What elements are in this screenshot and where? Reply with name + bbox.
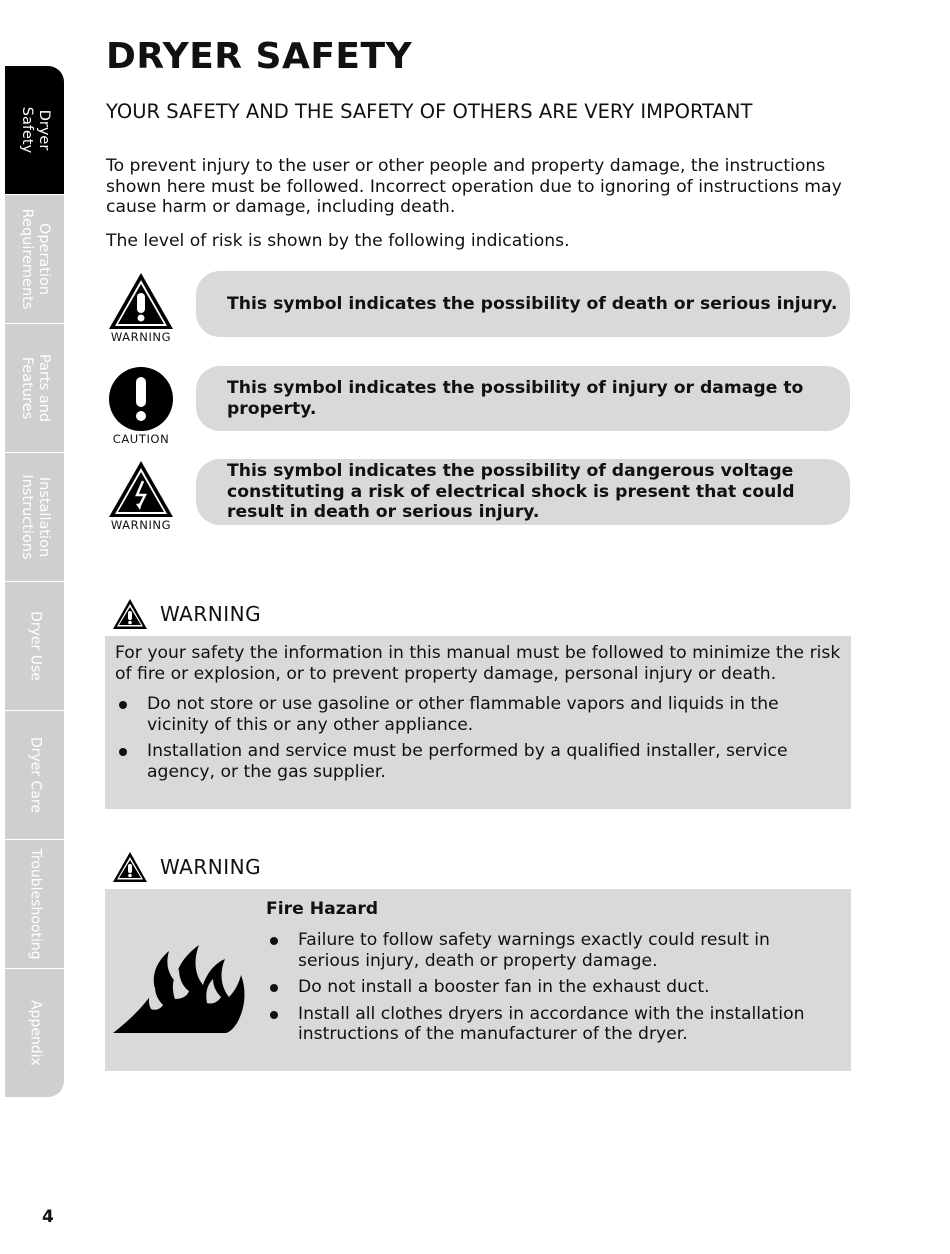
- list-item: Installation and service must be performed by a qualified installer, service agency, or the gas supplier.: [115, 741, 841, 782]
- fire-hazard-title: Fire Hazard: [266, 899, 379, 919]
- tab-troubleshooting[interactable]: [5, 840, 64, 968]
- warning-label: WARNING: [110, 330, 172, 344]
- tab-label: Installation Instructions: [18, 474, 52, 560]
- tab-installation-instructions[interactable]: [5, 453, 64, 581]
- fire-hazard-icon: [111, 939, 247, 1035]
- tab-label: Appendix: [27, 1000, 43, 1066]
- warning-heading: [112, 851, 261, 883]
- warning-triangle-icon: [112, 851, 148, 883]
- list-item: Do not install a booster fan in the exhaust duct.: [266, 977, 836, 998]
- page-title: DRYER SAFETY: [106, 36, 413, 77]
- section-subheading: YOUR SAFETY AND THE SAFETY OF OTHERS ARE VERY IMPORTANT: [106, 100, 753, 123]
- fire-hazard-bullet-list: [266, 930, 836, 1045]
- warning-label: WARNING: [110, 518, 172, 532]
- warning-triangle-icon: [107, 271, 175, 331]
- fire-hazard-box: [105, 889, 851, 1071]
- risk-level-text: The level of risk is shown by the following indications.: [106, 231, 570, 251]
- tab-label: Operation Requirements: [18, 208, 52, 310]
- list-item: Install all clothes dryers in accordance with the installation instructions of the manufacturer of the dryer.: [266, 1004, 836, 1045]
- caution-symbol-description: This symbol indicates the possibility of injury or damage to property.: [196, 366, 850, 431]
- caution-label: CAUTION: [112, 432, 170, 446]
- warning-heading-text: WARNING: [160, 855, 262, 879]
- tab-appendix[interactable]: [5, 969, 64, 1097]
- tab-parts-and-features[interactable]: [5, 324, 64, 452]
- tab-label: Parts and Features: [18, 353, 52, 423]
- warning-heading: [112, 598, 261, 630]
- warning-bullet-list: [115, 694, 841, 782]
- caution-exclamation-icon: [108, 366, 174, 432]
- list-item: Do not store or use gasoline or other flammable vapors and liquids in the vicinity of this or any other appliance.: [115, 694, 841, 735]
- list-item: Failure to follow safety warnings exactly could result in serious injury, death or property damage.: [266, 930, 836, 971]
- tab-label: Dryer Safety: [18, 106, 52, 154]
- warning-box: [105, 636, 851, 809]
- tab-operation-requirements[interactable]: [5, 195, 64, 323]
- tab-label: Troubleshooting: [27, 848, 43, 960]
- tab-label: Dryer Care: [27, 736, 43, 814]
- tab-dryer-use[interactable]: [5, 582, 64, 710]
- section-tabs: [5, 66, 64, 1098]
- warning-symbol-description: This symbol indicates the possibility of death or serious injury.: [196, 271, 850, 337]
- page-number: 4: [42, 1207, 54, 1227]
- warning-text: For your safety the information in this manual must be followed to minimize the risk of fire or explosion, or to prevent property damage, personal injury or death.: [115, 643, 841, 684]
- tab-label: Dryer Use: [27, 611, 43, 681]
- intro-paragraph: To prevent injury to the user or other people and property damage, the instructions shown here must be followed. Incorrect operation due to ignoring of instructions may cause harm or damage, including death.: [106, 156, 842, 217]
- tab-dryer-care[interactable]: [5, 711, 64, 839]
- warning-heading-text: WARNING: [160, 602, 262, 626]
- tab-dryer-safety[interactable]: [5, 66, 64, 194]
- electrical-shock-icon: [107, 459, 175, 519]
- warning-triangle-icon: [112, 598, 148, 630]
- electrical-symbol-description: This symbol indicates the possibility of dangerous voltage constituting a risk of electrical shock is present that could result in death or serious injury.: [196, 459, 850, 525]
